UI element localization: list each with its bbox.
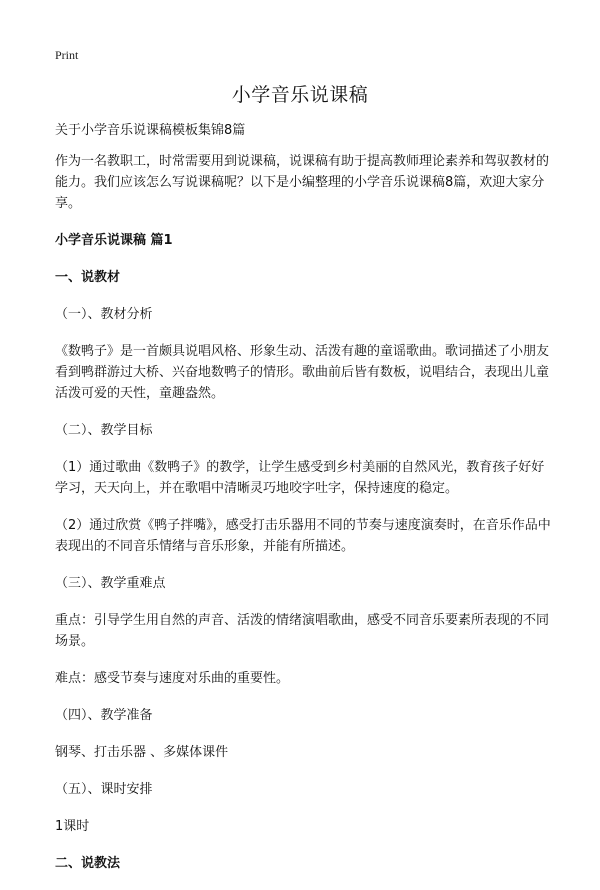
document-body — [55, 120, 555, 890]
section-heading-1: 一、说教材 — [55, 270, 121, 285]
intro-paragraph: 作为一名教职工，时常需要用到说课稿，说课稿有助于提高教师理论素养和驾驭教材的能力。我们应该怎么写说课稿呢？以下是小编整理的小学音乐说课稿8篇，欢迎大家分享。 — [55, 154, 550, 211]
subsection-heading-preparation: （四）、教学准备 — [55, 708, 153, 723]
subsection-heading-schedule: （五）、课时安排 — [55, 782, 153, 797]
subsection-heading-materials-analysis: （一）、教材分析 — [55, 307, 153, 322]
schedule-paragraph: 1课时 — [55, 819, 90, 834]
document-subtitle: 关于小学音乐说课稿模板集锦8篇 — [55, 123, 246, 138]
materials-analysis-paragraph: 《数鸭子》是一首颇具说唱风格、形象生动、活泼有趣的童谣歌曲。歌词描述了小朋友看到鸭群游过大桥、兴奋地数鸭子的情形。歌曲前后皆有数板，说唱结合，表现出儿童活泼可爱的天性，童趣盎然。 — [55, 344, 550, 401]
subsection-heading-teaching-goals: （二）、教学目标 — [55, 423, 153, 438]
preparation-paragraph: 钢琴、打击乐器 、多媒体课件 — [55, 745, 229, 760]
print-label: Print — [55, 48, 79, 62]
teaching-goal-1: （1）通过歌曲《数鸭子》的教学，让学生感受到乡村美丽的自然风光，教育孩子好好学习，天天向上，并在歌唱中清晰灵巧地咬字吐字，保持速度的稳定。 — [55, 460, 545, 496]
section-heading-2: 二、说教法 — [55, 856, 121, 871]
key-point-paragraph: 重点：引导学生用自然的声音、活泼的情绪演唱歌曲，感受不同音乐要素所表现的不同场景。 — [55, 613, 550, 649]
document-title: 小学音乐说课稿 — [231, 84, 369, 106]
article-heading: 小学音乐说课稿 篇1 — [55, 233, 173, 248]
subsection-heading-key-points: （三）、教学重难点 — [55, 576, 166, 591]
teaching-goal-2: （2）通过欣赏《鸭子拌嘴》，感受打击乐器用不同的节奏与速度演奏时，在音乐作品中表现出的不同音乐情绪与音乐形象，并能有所描述。 — [55, 518, 551, 554]
difficult-point-paragraph: 难点：感受节奏与速度对乐曲的重要性。 — [55, 671, 290, 686]
